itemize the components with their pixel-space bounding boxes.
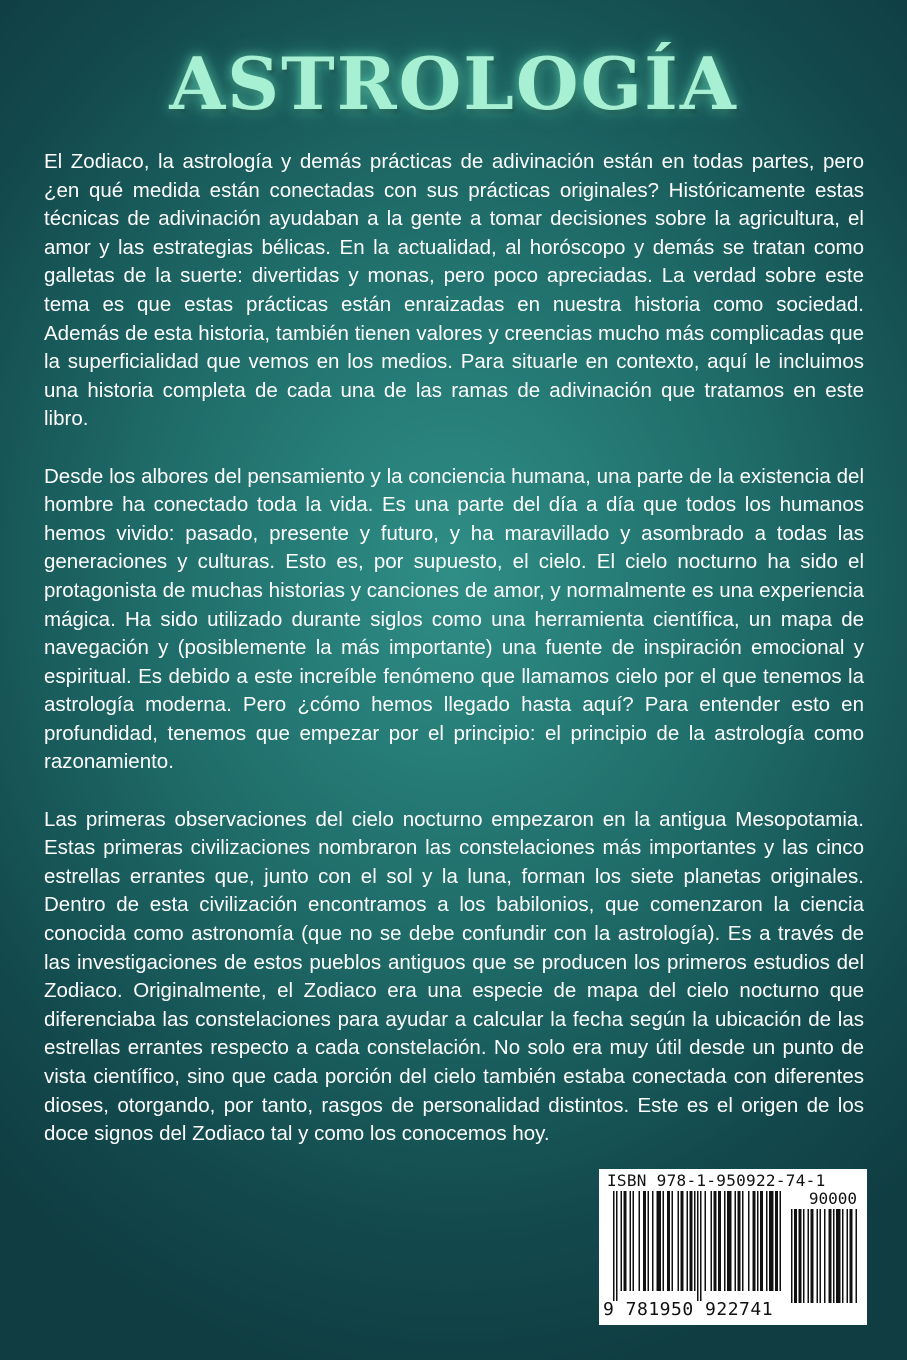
barcode-bars-addon — [791, 1209, 857, 1313]
barcode-bar — [794, 1209, 797, 1303]
barcode-bar — [833, 1209, 835, 1303]
barcode-bar — [718, 1191, 721, 1291]
barcode-bar — [817, 1209, 819, 1303]
price-code: 90000 — [808, 1189, 857, 1208]
barcode-bar — [850, 1209, 853, 1303]
blurb-paragraph-2: Desde los albores del pensamiento y la conciencia humana, una parte de la existencia del hombre ha conectado toda la vida. Es una parte del día a día que todos los humanos hemos vivido: pasado, presente y futuro, y ha maravillado y asombrado a todas las generaciones y culturas. Esto es, por supuesto, el cielo. El cielo nocturno ha sido el protagonista de muchas historias y canciones de amor, y normalmente es una experiencia mágica. Ha sido utilizado durante siglos como una herramienta científica, un mapa de navegación y (posiblemente la más importante) una fuente de inspiración emocional y espiritual. Es debido a este increíble fenómeno que llamamos cielo por el que tenemos la astrología moderna. Pero ¿cómo hemos llegado hasta aquí? Para entender esto en profundidad, tenemos que empezar por el principio: el principio de la astrología como razonamiento. — [44, 464, 864, 774]
blurb-text — [44, 148, 864, 1177]
barcode-bar — [842, 1209, 844, 1303]
barcode-bar — [791, 1209, 793, 1303]
barcode-bar — [705, 1191, 707, 1291]
barcode-bars-main — [613, 1191, 781, 1301]
barcode-bar — [808, 1209, 810, 1303]
barcode-bar — [672, 1191, 674, 1291]
blurb-paragraph-1: El Zodiaco, la astrología y demás prácticas de adivinación están en todas partes, pero ¿en qué medida están conectadas con sus prácticas originales? Históricamente estas técnicas de adivinación ayudaban a la gente a tomar decisiones sobre la agricultura, el amor y las estrategias bélicas. En la actualidad, al horóscopo y demás se tratan como galletas de la suerte: divertidas y monas, pero poco apreciadas. La verdad sobre este tema es que estas prácticas están enraizadas en nuestra historia como sociedad. Además de esta historia, también tienen valores y creencias mucho más complicadas que la superficialidad que vemos en los medios. Para situarle en contexto, aquí le incluimos una historia completa de cada una de las ramas de adivinación que tratamos en este libro. — [44, 150, 864, 431]
blurb-paragraph-3: Las primeras observaciones del cielo nocturno empezaron en la antigua Mesopotamia. Estas primeras civilizaciones nombraron las constelaciones más importantes y las cinco estrellas errantes que, junto con el sol y la luna, forman los siete planetas originales. Dentro de esta civilización encontramos a los babilonios, que comenzaron la ciencia conocida como astronomía (que no se debe confundir con la astrología). Es a través de las investigaciones de estos pueblos antiguos que se producen los primeros estudios del Zodiaco. Originalmente, el Zodiaco era una especie de mapa del cielo nocturno que diferenciaba las constelaciones para ayudar a calcular la fecha según la ubicación de las estrellas errantes respecto a cada constelación. No solo era muy útil desde un punto de vista científico, sino que cada porción del cielo también estaba conectada con diferentes dioses, otorgando, por tanto, rasgos de personalidad distintos. Este es el origen de los doce signos del Zodiaco tal y como los conocemos hoy. — [44, 807, 864, 1146]
barcode-bar — [780, 1191, 782, 1291]
barcode-bar — [678, 1191, 680, 1291]
barcode-bar — [633, 1191, 635, 1291]
barcode-bar — [820, 1209, 822, 1303]
barcode-bar — [616, 1191, 618, 1301]
barcode-bar — [769, 1191, 774, 1291]
barcode-bar — [748, 1191, 750, 1291]
barcode-bar — [613, 1191, 615, 1301]
barcode-bar — [766, 1191, 768, 1291]
barcode-bar — [847, 1209, 849, 1303]
barcode-bar — [775, 1191, 778, 1291]
isbn-barcode — [599, 1169, 867, 1325]
barcode-bar — [856, 1209, 858, 1303]
barcode-bar — [742, 1191, 744, 1291]
barcode-bar — [724, 1191, 726, 1291]
barcode-bar — [757, 1191, 759, 1291]
barcode-bar — [639, 1191, 641, 1291]
barcode-bar — [630, 1191, 632, 1291]
barcode-bar — [700, 1191, 702, 1301]
barcode-bar — [738, 1191, 741, 1291]
barcode-bar — [643, 1191, 646, 1291]
barcode-bar — [711, 1191, 713, 1291]
barcode-bar — [836, 1209, 841, 1303]
barcode-bar — [681, 1191, 684, 1291]
barcode-bar — [760, 1191, 763, 1291]
isbn-label: ISBN 978-1-950922-74-1 — [607, 1171, 826, 1190]
barcode-bar — [735, 1191, 737, 1291]
barcode-bar — [697, 1191, 699, 1301]
barcode-bar — [652, 1191, 654, 1291]
barcode-bar — [694, 1191, 696, 1291]
barcode-bar — [811, 1209, 814, 1303]
barcode-bar — [624, 1191, 627, 1291]
ean-digits: 9 781950 922741 — [603, 1299, 774, 1320]
barcode-bar — [799, 1209, 802, 1303]
book-title: ASTROLOGÍA — [169, 41, 738, 126]
barcode-bar — [803, 1209, 805, 1303]
barcode-bar — [657, 1191, 662, 1291]
barcode-bar — [753, 1191, 756, 1291]
barcode-bar — [663, 1191, 665, 1291]
barcode-bar — [687, 1191, 689, 1291]
barcode-bar — [714, 1191, 717, 1291]
barcode-bar — [621, 1191, 623, 1291]
barcode-bar — [648, 1191, 650, 1291]
barcode-bar — [829, 1209, 832, 1303]
barcode-bar — [727, 1191, 732, 1291]
barcode-bar — [690, 1191, 693, 1291]
barcode-bar — [824, 1209, 826, 1303]
barcode-bar — [667, 1191, 670, 1291]
